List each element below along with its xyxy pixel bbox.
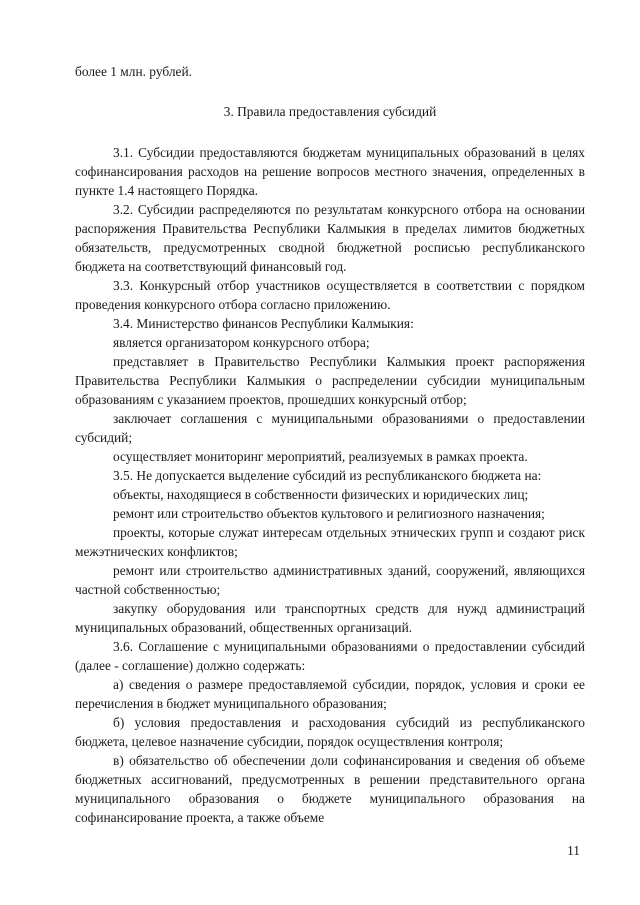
list-item-monitoring: осуществляет мониторинг мероприятий, реализуемых в рамках проекта. <box>113 449 528 464</box>
paragraph-3-2: 3.2. Субсидии распределяются по результатам конкурсного отбора на основании распоряжения Правительства Республики Калмыкия в пределах лимитов бюджетных обязательств, предусмотренных сводной бюджетной росписью республиканского бюджета на соответствующий финансовый год. <box>75 202 585 274</box>
page-number: 11 <box>567 843 580 858</box>
paragraph-3-1: 3.1. Субсидии предоставляются бюджетам муниципальных образований в целях софинансирования расходов на решение вопросов местного значения, определенных в пункте 1.4 настоящего Порядка. <box>75 145 585 198</box>
intro-line: более 1 млн. рублей. <box>75 64 192 79</box>
list-item-ethnic-projects: проекты, которые служат интересам отдельных этнических групп и создают риск межэтнических конфликтов; <box>75 525 585 559</box>
paragraph-3-5: 3.5. Не допускается выделение субсидий из республиканского бюджета на: <box>113 468 542 483</box>
list-item-submits-draft: представляет в Правительство Республики Калмыкия проект распоряжения Правительства Республики Калмыкия о распределении субсидии муниципальным образованиям с указанием проектов, прошедших конкурсный отбор; <box>75 354 585 407</box>
list-item-agreements: заключает соглашения с муниципальными образованиями о предоставлении субсидий; <box>75 411 585 445</box>
list-item-private-property: объекты, находящиеся в собственности физических и юридических лиц; <box>113 487 529 502</box>
list-item-organizer: является организатором конкурсного отбора; <box>113 335 370 350</box>
section-heading: 3. Правила предоставления субсидий <box>223 104 437 119</box>
list-item-subsidy-size: а) сведения о размере предоставляемой субсидии, порядок, условия и сроки ее перечисления в бюджет муниципального образования; <box>75 677 585 711</box>
list-item-religious-objects: ремонт или строительство объектов культового и религиозного назначения; <box>113 506 545 521</box>
paragraph-3-4: 3.4. Министерство финансов Республики Калмыкия: <box>113 316 414 331</box>
paragraph-3-3: 3.3. Конкурсный отбор участников осуществляется в соответствии с порядком проведения конкурсного отбора согласно приложению. <box>75 278 585 312</box>
document-body <box>75 62 585 827</box>
paragraph-3-6: 3.6. Соглашение с муниципальными образованиями о предоставлении субсидий (далее - соглашение) должно содержать: <box>75 639 585 673</box>
list-item-equipment-purchase: закупку оборудования или транспортных средств для нужд администраций муниципальных образований, общественных организаций. <box>75 601 585 635</box>
list-item-conditions: б) условия предоставления и расходования субсидий из республиканского бюджета, целевое назначение субсидии, порядок осуществления контроля; <box>75 715 585 749</box>
list-item-cofinancing: в) обязательство об обеспечении доли софинансирования и сведения об объеме бюджетных ассигнований, предусмотренных в решении представительного органа муниципального образования о бюджете муниципального образования на софинансирование проекта, а также объеме <box>75 753 585 825</box>
list-item-administrative-buildings: ремонт или строительство административных зданий, сооружений, являющихся частной собственностью; <box>75 563 585 597</box>
